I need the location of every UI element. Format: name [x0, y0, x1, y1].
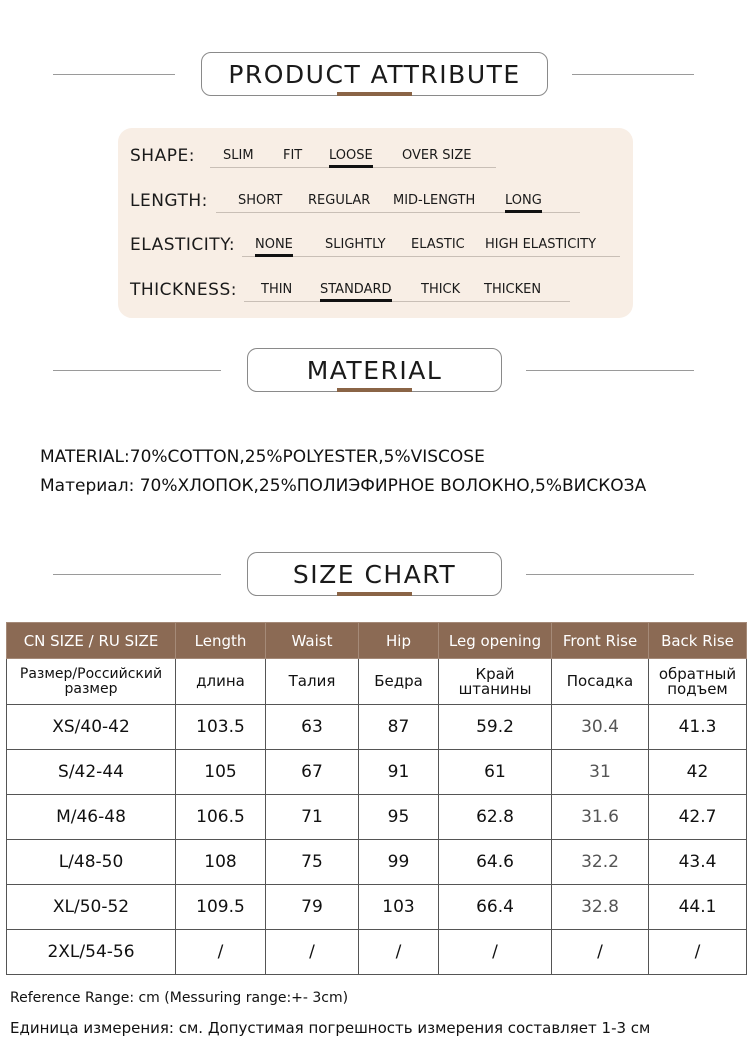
attribute-key: LENGTH:	[130, 191, 208, 211]
front-rise-cell: 32.8	[552, 885, 649, 930]
attribute-option: SLIGHTLY	[325, 237, 386, 252]
leg-opening-cell: /	[439, 930, 552, 975]
waist-cell: 71	[266, 795, 359, 840]
back-rise-cell: /	[649, 930, 747, 975]
leg-opening-cell: 64.6	[439, 840, 552, 885]
hip-cell: 103	[359, 885, 439, 930]
size-cell: 2XL/54-56	[7, 930, 176, 975]
waist-cell: 79	[266, 885, 359, 930]
hip-cell: 99	[359, 840, 439, 885]
attribute-option: HIGH ELASTICITY	[485, 237, 597, 252]
size-cell: M/46-48	[7, 795, 176, 840]
column-header: Hip	[359, 623, 439, 659]
reference-range-note: Reference Range: cm (Messuring range:+- 3cm)	[10, 990, 349, 1006]
divider-right	[526, 370, 694, 371]
attribute-key: THICKNESS:	[130, 280, 237, 300]
material-composition-en: MATERIAL:70%COTTON,25%POLYESTER,5%VISCOSE	[40, 447, 485, 467]
length-cell: 103.5	[176, 705, 266, 750]
column-header-ru: обратный подъем	[649, 659, 747, 705]
size-cell: L/48-50	[7, 840, 176, 885]
title-accent-bar	[337, 388, 412, 392]
attribute-option-selected: LOOSE	[329, 148, 373, 163]
hip-cell: 91	[359, 750, 439, 795]
front-rise-cell: /	[552, 930, 649, 975]
column-header: CN SIZE / RU SIZE	[7, 623, 176, 659]
attribute-section-header	[0, 52, 750, 102]
front-rise-cell: 31.6	[552, 795, 649, 840]
measurement-tolerance-note: Единица измерения: см. Допустимая погрешность измерения составляет 1-3 см	[10, 1019, 651, 1037]
length-cell: 108	[176, 840, 266, 885]
back-rise-cell: 41.3	[649, 705, 747, 750]
attribute-key: SHAPE:	[130, 146, 195, 166]
column-header-ru: Посадка	[552, 659, 649, 705]
title-accent-bar	[337, 92, 412, 96]
table-row	[7, 795, 747, 840]
size-cell: S/42-44	[7, 750, 176, 795]
front-rise-cell: 31	[552, 750, 649, 795]
attribute-option-selected: NONE	[255, 237, 293, 252]
title-accent-bar	[337, 592, 412, 596]
column-header: Waist	[266, 623, 359, 659]
front-rise-cell: 32.2	[552, 840, 649, 885]
column-header-ru: Талия	[266, 659, 359, 705]
back-rise-cell: 44.1	[649, 885, 747, 930]
attribute-option: THICK	[421, 282, 461, 297]
attribute-option: SHORT	[238, 193, 283, 208]
size-cell: XS/40-42	[7, 705, 176, 750]
column-header: Back Rise	[649, 623, 747, 659]
attribute-option: REGULAR	[308, 193, 371, 208]
table-row	[7, 885, 747, 930]
length-cell: 105	[176, 750, 266, 795]
attribute-option: MID-LENGTH	[393, 193, 476, 208]
divider-left	[53, 574, 221, 575]
back-rise-cell: 43.4	[649, 840, 747, 885]
attribute-row-elasticity	[118, 229, 633, 259]
size-chart-section-header	[0, 552, 750, 602]
waist-cell: /	[266, 930, 359, 975]
waist-cell: 67	[266, 750, 359, 795]
waist-cell: 75	[266, 840, 359, 885]
leg-opening-cell: 59.2	[439, 705, 552, 750]
table-row	[7, 705, 747, 750]
size-chart-table	[6, 622, 747, 975]
column-header: Length	[176, 623, 266, 659]
attribute-row-length	[118, 185, 633, 215]
table-row	[7, 750, 747, 795]
table-row	[7, 930, 747, 975]
attribute-key: ELASTICITY:	[130, 235, 236, 255]
leg-opening-cell: 66.4	[439, 885, 552, 930]
attribute-underline	[244, 301, 570, 302]
table-header-row	[7, 623, 747, 659]
leg-opening-cell: 62.8	[439, 795, 552, 840]
column-header-ru: Край штанины	[439, 659, 552, 705]
size-chart-title: SIZE CHART	[247, 552, 502, 596]
column-header-ru: длина	[176, 659, 266, 705]
attribute-panel	[118, 128, 633, 318]
attribute-option: ELASTIC	[411, 237, 465, 252]
back-rise-cell: 42	[649, 750, 747, 795]
attribute-option-selected: STANDARD	[320, 282, 392, 297]
material-title: MATERIAL	[247, 348, 502, 392]
attribute-option: THIN	[261, 282, 293, 297]
table-header-ru-row	[7, 659, 747, 705]
hip-cell: /	[359, 930, 439, 975]
attribute-option: OVER SIZE	[402, 148, 472, 163]
divider-right	[572, 74, 694, 75]
attribute-underline	[242, 256, 620, 257]
material-section-header	[0, 348, 750, 398]
attribute-row-thickness	[118, 274, 633, 304]
attribute-row-shape	[118, 140, 633, 170]
attribute-option-selected: LONG	[505, 193, 542, 208]
attribute-title: PRODUCT ATTRIBUTE	[201, 52, 548, 96]
waist-cell: 63	[266, 705, 359, 750]
attribute-option: THICKEN	[484, 282, 542, 297]
hip-cell: 87	[359, 705, 439, 750]
table-row	[7, 840, 747, 885]
column-header: Front Rise	[552, 623, 649, 659]
back-rise-cell: 42.7	[649, 795, 747, 840]
column-header-ru: Размер/Российский размер	[7, 659, 176, 705]
length-cell: 106.5	[176, 795, 266, 840]
hip-cell: 95	[359, 795, 439, 840]
material-composition-ru: Материал: 70%ХЛОПОК,25%ПОЛИЭФИРНОЕ ВОЛОКНО,5%ВИСКОЗА	[40, 476, 647, 496]
divider-right	[526, 574, 694, 575]
length-cell: 109.5	[176, 885, 266, 930]
column-header-ru: Бедра	[359, 659, 439, 705]
divider-left	[53, 74, 175, 75]
size-cell: XL/50-52	[7, 885, 176, 930]
attribute-option: SLIM	[223, 148, 254, 163]
column-header: Leg opening	[439, 623, 552, 659]
attribute-option: FIT	[283, 148, 303, 163]
divider-left	[53, 370, 221, 371]
length-cell: /	[176, 930, 266, 975]
leg-opening-cell: 61	[439, 750, 552, 795]
front-rise-cell: 30.4	[552, 705, 649, 750]
